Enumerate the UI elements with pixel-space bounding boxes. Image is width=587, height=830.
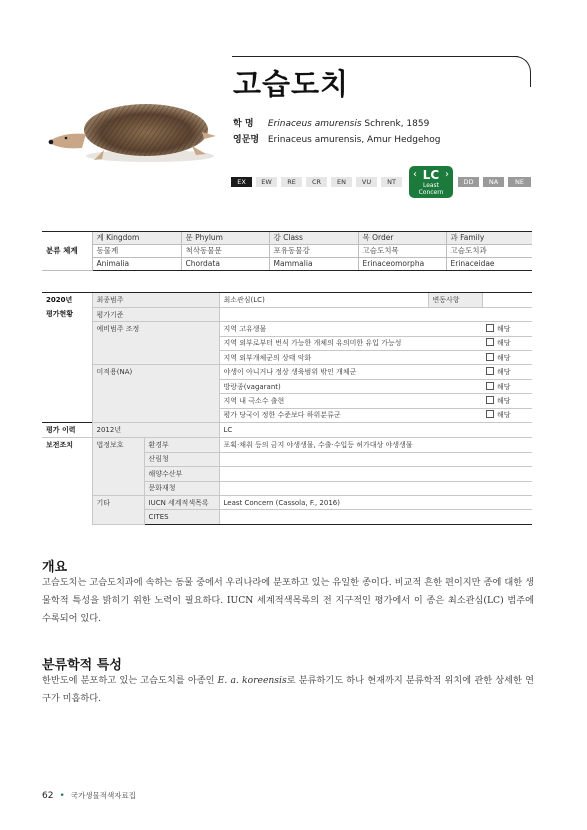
taxonomy-header: 분류 체계 <box>42 232 92 271</box>
na-item: 방랑종(vagarant) <box>219 379 482 393</box>
overview-text: 고슴도치는 고슴도치과에 속하는 동물 중에서 우리나라에 분포하고 있는 유일한 종이다. 비교적 흔한 편이지만 종에 대한 생물학적 특성을 밝히기 위한 노력이 필요하다. IUCN 세계적색목록의 전 지구적인 평가에서 이 종은 최소관심(LC) 범주에 수록되어 있다. <box>42 577 534 624</box>
redlist-category-bar <box>231 166 531 198</box>
criteria-value <box>219 307 532 321</box>
check-cell: 해당 <box>482 322 532 336</box>
table-cell: 고슴도치과 <box>446 245 532 258</box>
check-cell: 해당 <box>482 351 532 365</box>
prelim-item: 지역 외부로부터 번식 가능한 개체의 유의미한 유입 가능성 <box>219 336 482 350</box>
taxonomy-col-class: 강 Class <box>269 232 358 245</box>
prelim-item: 지역 외부개체군의 상태 악화 <box>219 351 482 365</box>
change-label: 변동사항 <box>428 293 482 308</box>
current-category-name-2: Concern <box>418 189 444 196</box>
species-title: 고습도치 <box>233 67 350 101</box>
category-cr: CR <box>306 177 327 187</box>
current-category-lc <box>409 166 453 198</box>
check-cell: 해당 <box>482 379 532 393</box>
table-cell: 동물계 <box>92 245 181 258</box>
table-cell: 고슴도치목 <box>358 245 446 258</box>
table-row <box>42 307 532 321</box>
na-item: 평가 당국이 정한 수준보다 하위분류군 <box>219 408 482 422</box>
taxonomy-col-order: 목 Order <box>358 232 446 245</box>
table-row <box>42 495 532 509</box>
iucn-label: IUCN 세계적색목록 <box>144 495 219 509</box>
publication-title: 국가생물적색자료집 <box>70 791 136 800</box>
category-ex: EX <box>231 177 252 187</box>
history-year: 2012년 <box>92 423 219 438</box>
agency-ocean: 해양수산부 <box>144 467 219 481</box>
agency-env: 환경부 <box>144 438 219 452</box>
hedgehog-photo <box>42 92 220 168</box>
check-cell: 해당 <box>482 365 532 379</box>
check-cell: 해당 <box>482 408 532 422</box>
table-cell <box>42 495 92 524</box>
agency-forest: 산림청 <box>144 452 219 466</box>
page-footer <box>42 790 136 801</box>
history-header: 평가 이력 <box>42 423 92 438</box>
overview-title: 개요 <box>42 560 68 575</box>
history-value: LC <box>219 423 532 438</box>
agency-heritage: 문화재청 <box>144 481 219 495</box>
change-value <box>482 293 532 308</box>
taxonomy-korean-row <box>42 245 532 258</box>
checkbox[interactable] <box>486 396 494 404</box>
cites-value <box>219 510 532 524</box>
table-cell <box>219 467 532 481</box>
taxonomy-col-family: 과 Family <box>446 232 532 245</box>
table-row <box>42 365 532 379</box>
category-vu: VU <box>356 177 377 187</box>
na-item: 지역 내 극소수 출현 <box>219 394 482 408</box>
header-frame-corner <box>508 56 531 87</box>
checkbox[interactable] <box>486 410 494 418</box>
taxonomy-table <box>42 231 532 271</box>
current-category-name-1: Least <box>422 182 440 189</box>
subspecies-name: E. a. koreensis <box>217 675 287 686</box>
page-number: 62 <box>42 791 54 801</box>
table-cell: Erinaceidae <box>446 258 532 271</box>
protection-header: 보전조치 <box>46 441 74 450</box>
table-cell <box>42 365 92 423</box>
table-cell <box>42 322 92 365</box>
taxonomic-features-title: 분류학적 특성 <box>42 658 122 673</box>
taxonomic-features-text: 한반도에 분포하고 있는 고슴도치를 아종인 E. a. koreensis로 분류하기도 하나 현재까지 분류학적 위치에 관한 상세한 연구가 미흡하다. <box>42 675 534 704</box>
taxonomy-col-phylum: 문 Phylum <box>181 232 269 245</box>
current-category-code: LC <box>422 168 440 182</box>
category-ew: EW <box>256 177 277 187</box>
category-na: NA <box>483 177 504 187</box>
checkbox[interactable] <box>486 367 494 375</box>
final-category-value: 최소관심(LC) <box>219 293 428 308</box>
taxonomy-latin-row <box>42 258 532 271</box>
checkbox[interactable] <box>486 382 494 390</box>
eval-status-header: 평가현황 <box>46 310 74 319</box>
chevron-left-icon: ‹ <box>413 169 417 180</box>
prelim-label: 예비범주 조정 <box>92 322 219 365</box>
final-category-label: 최종범주 <box>92 293 219 308</box>
check-cell: 해당 <box>482 394 532 408</box>
scientific-name-label: 학 명 <box>233 119 254 129</box>
english-name: Erinaceus amurensis, Amur Hedgehog <box>267 135 441 145</box>
na-label: 미적용(NA) <box>92 365 219 423</box>
eval-year-header: 2020년 <box>42 293 92 308</box>
table-cell: Chordata <box>181 258 269 271</box>
category-nt: NT <box>381 177 402 187</box>
english-name-label: 영문명 <box>233 135 260 145</box>
criteria-label: 평가기준 <box>92 307 219 321</box>
scientific-name: Erinaceus amurensis <box>267 119 362 129</box>
na-item: 야생이 아니거나 정상 생육범위 밖인 개체군 <box>219 365 482 379</box>
checkbox[interactable] <box>486 338 494 346</box>
table-cell: Erinaceomorpha <box>358 258 446 271</box>
table-row <box>42 438 532 452</box>
iucn-value: Least Concern (Cassola, F., 2016) <box>219 495 532 509</box>
evaluation-table <box>42 292 532 525</box>
checkbox[interactable] <box>486 324 494 332</box>
table-cell: Animalia <box>92 258 181 271</box>
table-row <box>42 423 532 438</box>
table-cell: 척삭동물문 <box>181 245 269 258</box>
table-cell <box>219 481 532 495</box>
table-cell: Mammalia <box>269 258 358 271</box>
prelim-item: 지역 고유생물 <box>219 322 482 336</box>
chevron-right-icon: › <box>445 169 449 180</box>
scientific-author: Schrenk, 1859 <box>361 119 430 129</box>
scientific-name-row <box>233 116 429 129</box>
category-en: EN <box>331 177 352 187</box>
category-ne: NE <box>508 177 531 187</box>
footer-bullet: • <box>59 791 65 801</box>
checkbox[interactable] <box>486 353 494 361</box>
check-cell: 해당 <box>482 336 532 350</box>
table-row <box>42 293 532 308</box>
cites-label: CITES <box>144 510 219 524</box>
taxonomy-header-row <box>42 232 532 245</box>
taxonomy-col-kingdom: 계 Kingdom <box>92 232 181 245</box>
table-cell: 포유동물강 <box>269 245 358 258</box>
category-re: RE <box>281 177 302 187</box>
table-cell <box>219 452 532 466</box>
header-frame-line <box>232 56 518 57</box>
english-name-row <box>233 132 440 145</box>
table-row <box>42 322 532 336</box>
category-dd: DD <box>458 177 479 187</box>
env-value: 포획·채취 등의 금지 야생생물, 수출·수입등 허가대상 야생생물 <box>219 438 532 452</box>
legal-protection-label: 법정보호 <box>92 438 144 496</box>
other-label: 기타 <box>92 495 144 524</box>
